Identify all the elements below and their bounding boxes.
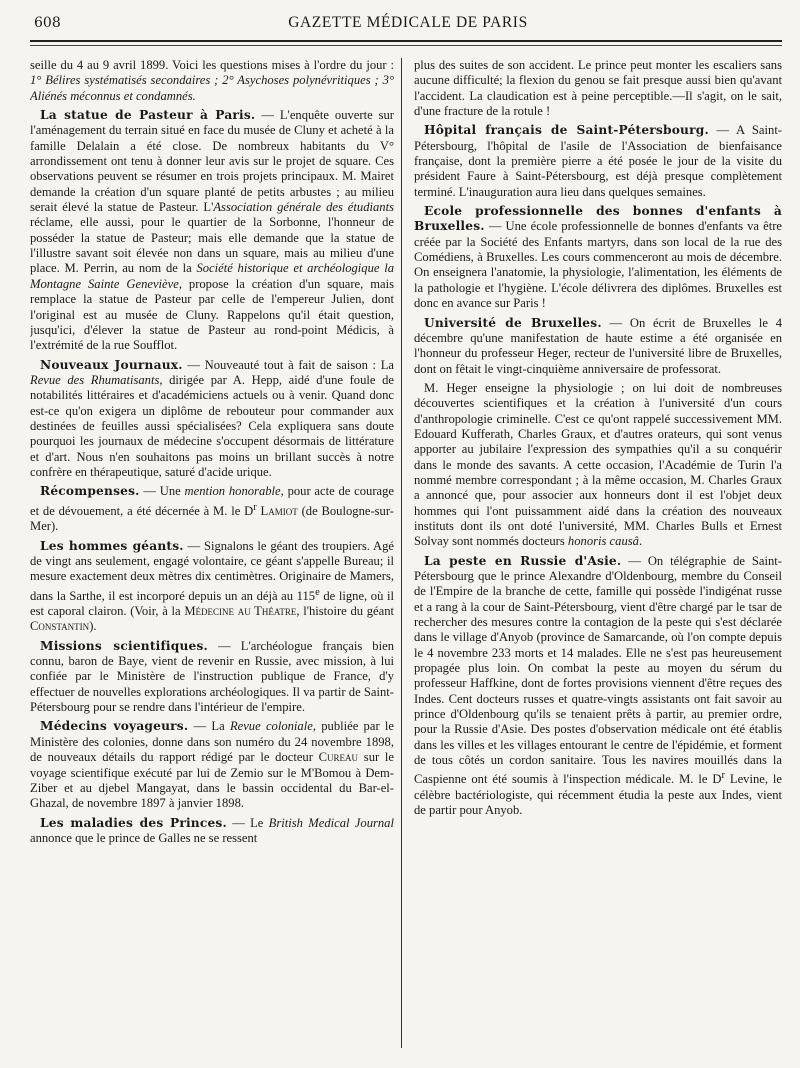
article-title: La statue de Pasteur à Paris. xyxy=(40,108,256,123)
column-divider xyxy=(401,58,402,1048)
article-maladies-princes: Les maladies des Princes. — Le British Medical Journal annonce que le prince de Galles ne se ressent xyxy=(30,815,394,845)
article-title: Hôpital français de Saint-Pétersbourg. xyxy=(424,123,709,138)
page-header xyxy=(34,14,782,38)
article-peste-russie: La peste en Russie d'Asie. — On télégraphie de Saint-Pétersbourg que le prince Alexandre d'Oldenbourg, membre du Conseil de l'Empire de la branche de cette, famille qui possède l'indigénat russe et a rang à la cour de Saint-Pétersbourg, vient d'être chargé par le tsar de rechercher des mesures contre la contagion de la peste qui s'est déclarée dans le village d'Anyob (province de Samarcande, où l'on compte depuis le 4 novembre 233 morts et 14 malades. Elle ne s'est pas heureusement propagée plus loin. On combat la peste au moyen du sérum du professeur Haffkine, dont de fortes provisions viennent d'être reçues des Indes. Cent docteurs russes et quatre-vingts assistants ont fait savoir au prince d'Oldenbourg qu'ils se tenaient prêts à partir, au premier ordre, pour la Russie d'Asie. Des postes d'observation médicale ont été établis dans les villes et les villages entourant le centre de l'épidémie, et forment de tous côtés un cordon sanitaire. Tous les navires mouillés dans la Caspienne ont été soumis à l'inspection médicale. M. le $D^r$ Levine, le célèbre bactériologiste, qui récemment étudia la peste aux Indes, vient de partir pour Anyob. xyxy=(414,553,782,818)
article-title: Université de Bruxelles. xyxy=(424,315,602,330)
header-rule xyxy=(30,40,782,42)
article-universite-bruxelles: Université de Bruxelles. — On écrit de Bruxelles le 4 décembre qu'une manifestation de haute estime a été organisée en l'honneur du professeur Heger, recteur de l'université libre de Bruxelles, dont on fêtait le vingt-cinquième anniversaire de professorat. xyxy=(414,315,782,376)
article-title: Ecole professionnelle des bonnes d'enfants à Bruxelles. xyxy=(414,204,782,234)
article-title: Les hommes géants. xyxy=(40,538,184,553)
article-continuation: seille du 4 au 9 avril 1899. Voici les questions mises à l'ordre du jour : 1° Bélires systématisés secondaires ; 2° Asychoses polynévritiques ; 3° Aliénés méconnus et condamnés. xyxy=(30,58,394,103)
article-title: Médecins voyageurs. xyxy=(40,719,189,734)
article-recompenses: Récompenses. — Une mention honorable, pour acte de courage et de dévouement, a été décernée à M. le $D^r$ Lamiot (de Boulogne-sur-Mer). xyxy=(30,484,394,534)
article-title: Les maladies des Princes. xyxy=(40,815,227,830)
journal-title: GAZETTE MÉDICALE DE PARIS xyxy=(288,14,528,31)
article-continuation: plus des suites de son accident. Le prince peut monter les escaliers sans aucune difficulté; la flexion du genou se fait presque aussi bien qu'avant l'accident. La claudication est à peine perceptible.—Il s'agit, on le sait, d'une fracture de la rotule ! xyxy=(414,58,782,119)
left-column xyxy=(30,58,394,1048)
header-rule-thin xyxy=(30,45,782,46)
article-hopital-francais: Hôpital français de Saint-Pétersbourg. — A Saint-Pétersbourg, l'hôpital de l'asile de l'Association de bienfaisance française, dont la première pierre a été posée le jour de la visite du président Faure à Saint-Pétersbourg, est déjà presque complètement terminé. L'inauguration aura lieu dans quelques semaines. xyxy=(414,123,782,199)
article-medecins-voyageurs: Médecins voyageurs. — La Revue coloniale, publiée par le Ministère des colonies, donne dans son numéro du 24 novembre 1898, de nouveaux détails du rapport rédigé par le docteur Cureau sur le voyage scientifique exécuté par lui de Zemio sur le M'Bomou à Dem-Ziber et au djebel Mangayat, dans le bassin occidental du Bar-el-Ghazal, de novembre 1897 à janvier 1898. xyxy=(30,719,394,811)
article-title: Nouveaux Journaux. xyxy=(40,357,183,372)
article-hommes-geants: Les hommes géants. — Signalons le géant des troupiers. Agé de vingt ans seulement, engagé volontaire, ce géant s'appelle Bureau; il mesure exactement deux mètres dix centimètres. Originaire de Mamers, dans la Sarthe, il est incorporé depuis un an déjà au 115e de ligne, où il est caporal clairon. (Voir, à la Médecine au Théatre, l'histoire du géant Constantin). xyxy=(30,538,394,634)
article-title: Récompenses. xyxy=(40,484,140,499)
article-title: La peste en Russie d'Asie. xyxy=(424,553,622,568)
article-ecole-bonnes: Ecole professionnelle des bonnes d'enfants à Bruxelles. — Une école professionnelle de bonnes d'enfants va être créée par la Société des Enfants martyrs, dans son local de la rue des Comédiens, à Bruxelles. Les cours commenceront au mois de décembre. On enseignera l'anatomie, la physiologie, l'alimentation, les éléments de la pathologie et l'hygiène. L'école délivrera des diplômes. Bruxelles est donc en avance sur Paris ! xyxy=(414,204,782,311)
page-number: 608 xyxy=(34,15,61,31)
article-statue-pasteur: La statue de Pasteur à Paris. — L'enquête ouverte sur l'aménagement du terrain situé en face du musée de Cluny et acheté à la famille Delalain a été close. De nombreux habitants du V° arrondissement ont tenu à donner leur avis sur le projet de square. Ces observations peuvent se résumer en trois projets principaux. M. Mairet demande la création d'un square planté de petits arbustes ; au milieu serait élevé la statue de Pasteur. L'Association générale des étudiants réclame, elle aussi, pour le quartier de la Sorbonne, l'honneur de posséder la statue de Pasteur; mais elle demande que la statue de l'illustre savant soit élevée non dans un square, mais au milieu d'une place. M. Perrin, au nom de la Société historique et archéologique la Montagne Sainte Geneviève, propose la création d'un square, mais remplace la statue de Pasteur par celle de l'empereur Julien, dont l'original est au musée de Cluny. Rappelons qu'il était question, jusqu'ici, d'élever la statue de Pasteur au rond-point Médicis, à l'extrémité de la rue Soufflot. xyxy=(30,108,394,353)
article-universite-bruxelles-cont: M. Heger enseigne la physiologie ; on lui doit de nombreuses découvertes scientifiques et la création à l'université d'un cours d'anthropologie criminelle. C'est ce qu'ont rappelé successivement MM. Edouard Kufferath, Charles Graux, et d'autres orateurs, qui sont venus apporter au jubilaire l'expression des sympathies qu'il a su conquérir dans le monde des savants. A cette occasion, l'Académie de Turin l'a nommé membre correspondant ; à la même occasion, M. Charles Graux a annoncé que, pour associer aux honneurs dont il est l'objet deux hommes qui l'ont puissamment aidé dans la création des nouveaux instituts dont ils ont doté l'université, MM. Charles Bulls et Ernest Solvay sont nommés docteurs honoris causâ. xyxy=(414,380,782,549)
article-title: Missions scientifiques. xyxy=(40,638,209,653)
article-missions-scientifiques: Missions scientifiques. — L'archéologue français bien connu, baron de Baye, vient de revenir en Russie, avec mission, à lui confiée par le Ministère de l'instruction publique de France, d'y effectuer de nouvelles explorations archéologiques. Il va partir de Saint-Pétersbourg pour se rendre dans l'intérieur de l'empire. xyxy=(30,638,394,715)
right-column xyxy=(414,58,782,1048)
article-nouveaux-journaux: Nouveaux Journaux. — Nouveauté tout à fait de saison : La Revue des Rhumatisants, dirigée par A. Hepp, aidé d'une foule de notabilités littéraires et d'académiciens actuels ou à venir. Quand donc est-ce qu'on exigera un diplôme de rebouteur pour commander aux destinées de feuilles aussi spécialisées? Cela expliquera sans doute pourquoi les journaux de médecine s'occupent désormais de littérature et d'art. Nous n'en souhaitons pas moins un brillant succès à notre confrère en thérapeutique, saturé d'acide urique. xyxy=(30,357,394,479)
